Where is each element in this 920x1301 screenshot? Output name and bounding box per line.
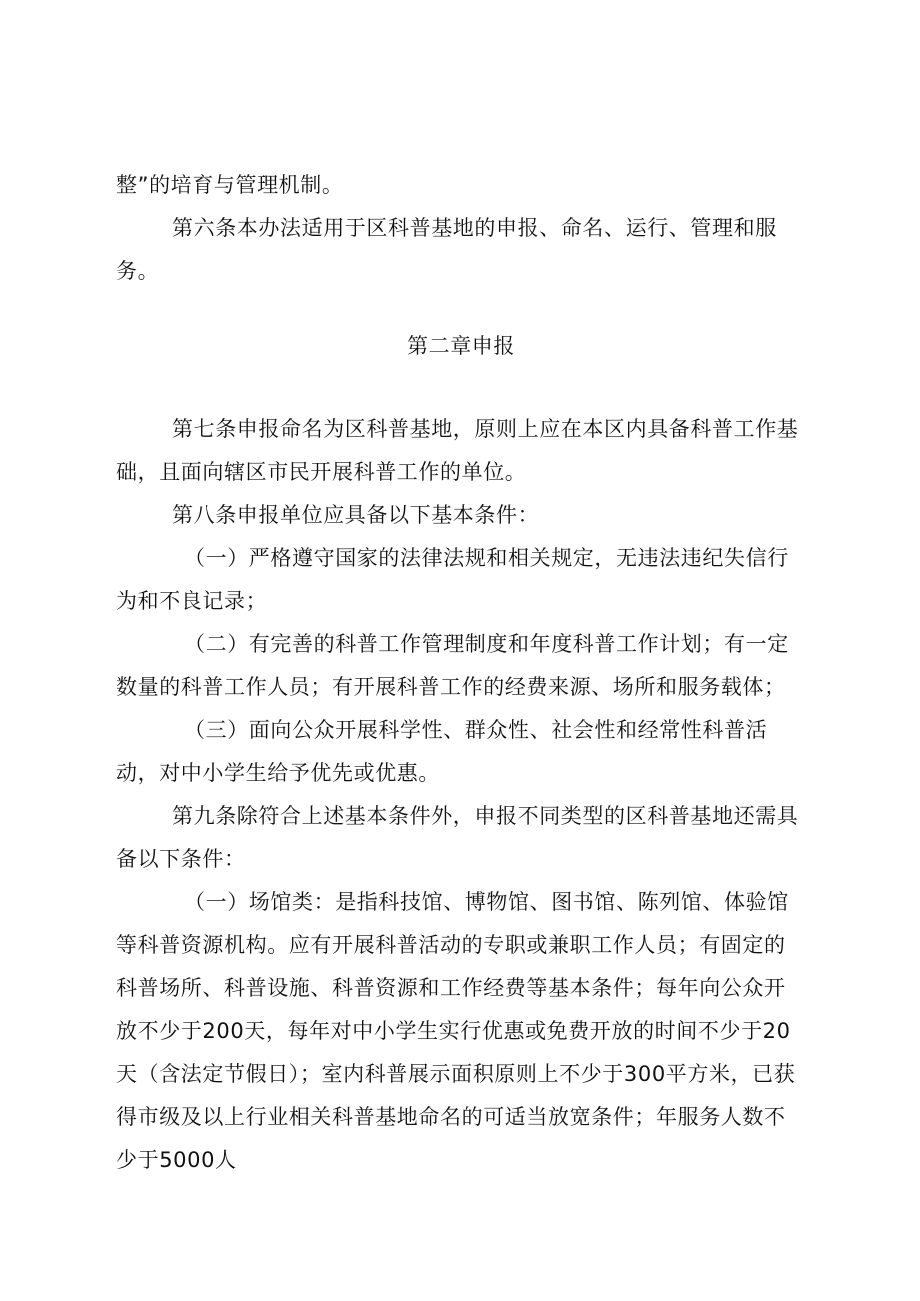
article-7: 第七条申报命名为区科普基地，原则上应在本区内具备科普工作基础，且面向辖区市民开展科普工作的单位。 [116,417,799,484]
condition-1: （一）严格遵守国家的法律法规和相关规定，无违法违纪失信行为和不良记录； [116,546,789,613]
condition-3: （三）面向公众开展科学性、群众性、社会性和经常性科普活动，对中小学生给予优先或优惠。 [116,718,768,785]
article-9: 第九条除符合上述基本条件外，申报不同类型的区科普基地还需具备以下条件： [116,804,799,871]
document-body [116,164,806,1182]
article-8: 第八条申报单位应具备以下基本条件： [172,503,540,527]
paragraph-continuation: 整”的培育与管理机制。 [116,173,344,197]
condition-2: （二）有完善的科普工作管理制度和年度科普工作计划；有一定数量的科普工作人员；有开展科普工作的经费来源、场所和服务载体； [116,632,789,699]
chapter-heading: 第二章申报 [407,334,515,358]
article-6: 第六条本办法适用于区科普基地的申报、命名、运行、管理和服务。 [116,216,777,283]
venue-category: （一）场馆类：是指科技馆、博物馆、图书馆、陈列馆、体验馆等科普资源机构。应有开展科普活动的专职或兼职工作人员；有固定的科普场所、科普设施、科普资源和工作经费等基本条件；每年向公众开放不少于200天，每年对中小学生实行优惠或免费开放的时间不少于20天（含法定节假日）；室内科普展示面积原则上不少于300平方米，已获得市级及以上行业相关科普基地命名的可适当放宽条件；年服务人数不少于5000人 [116,890,796,1172]
